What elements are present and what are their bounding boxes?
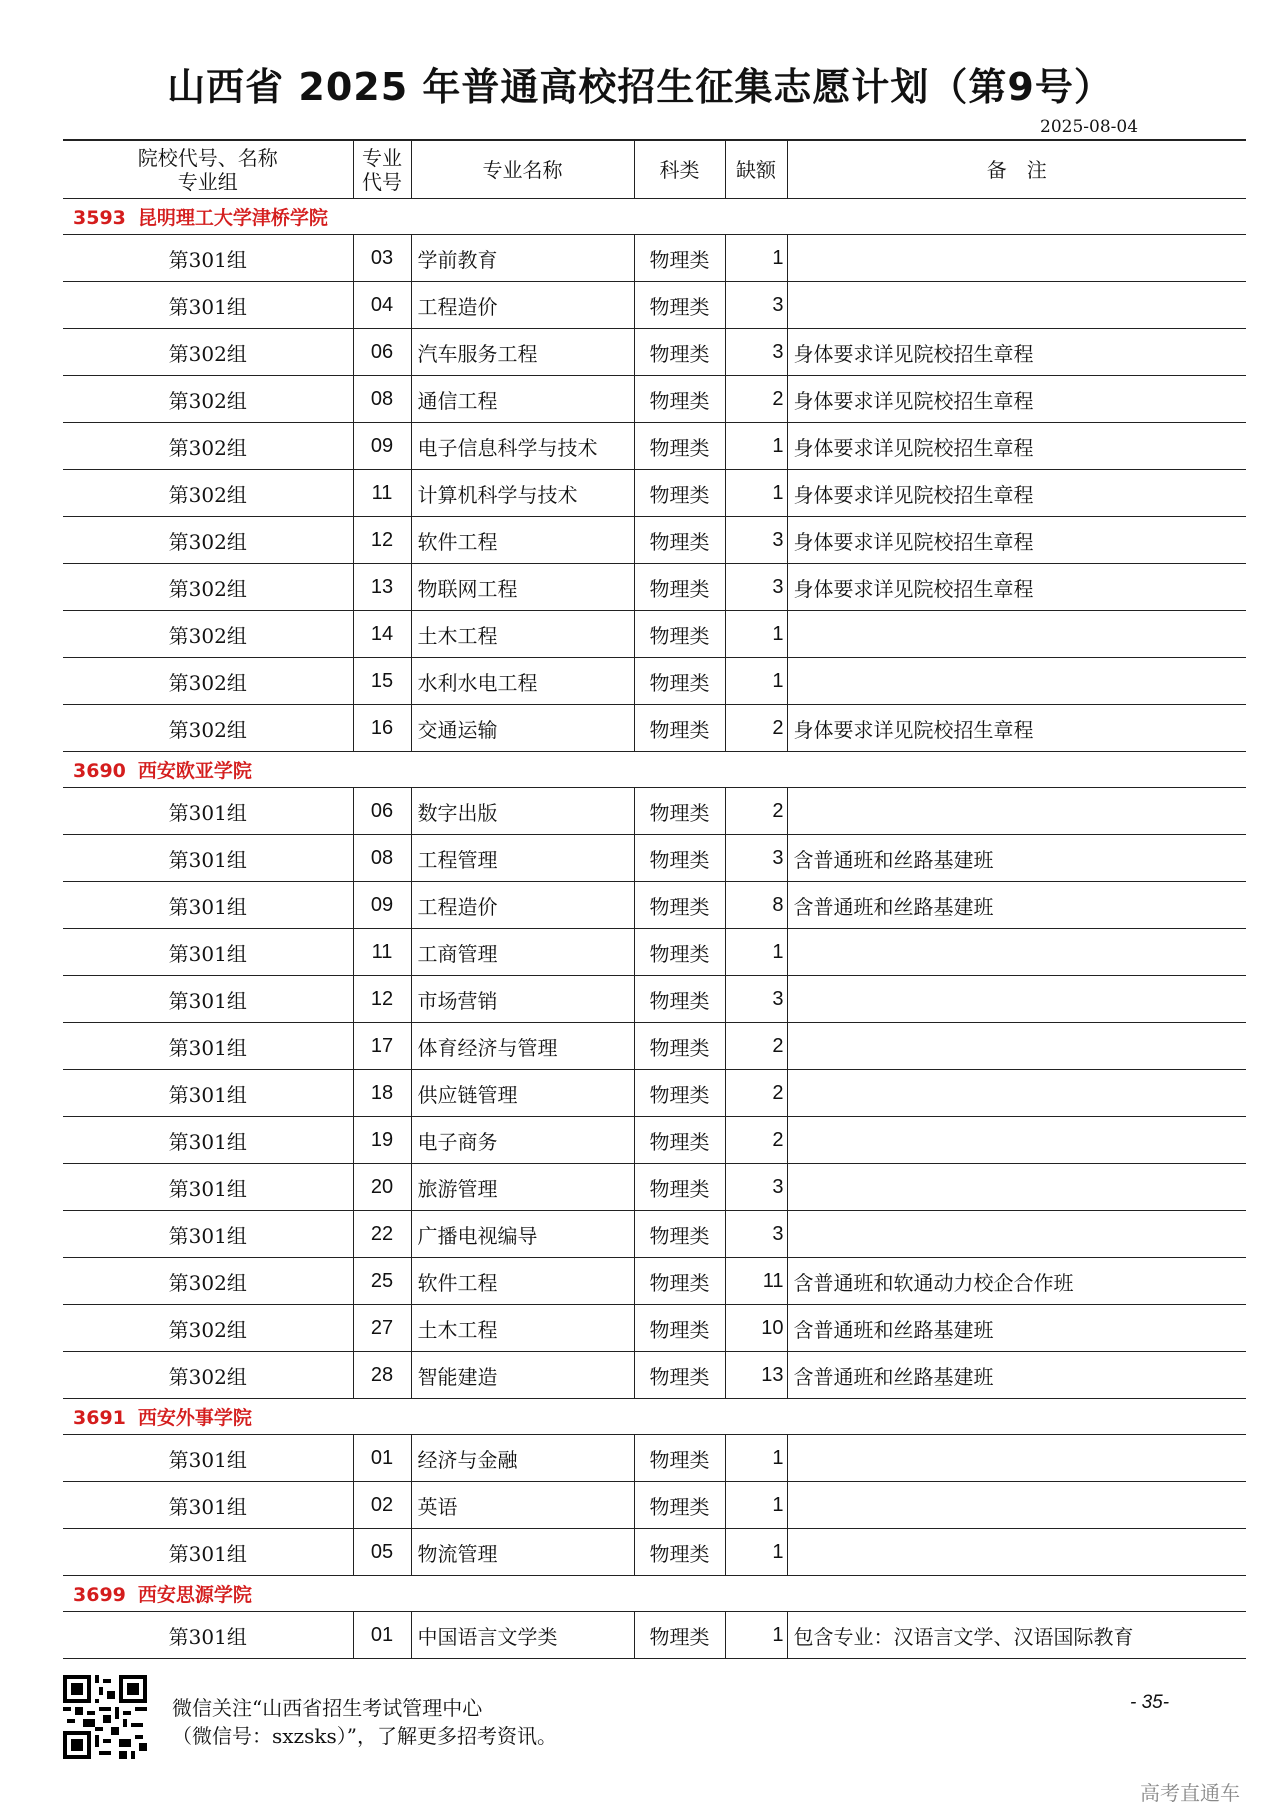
note-cell bbox=[787, 282, 1246, 329]
group-cell: 第301组 bbox=[63, 1023, 353, 1070]
major-name-cell: 体育经济与管理 bbox=[411, 1023, 634, 1070]
table-row bbox=[63, 1612, 1246, 1659]
vacancy-cell: 3 bbox=[725, 329, 787, 376]
table-row bbox=[63, 929, 1246, 976]
table-header-row bbox=[63, 140, 1246, 199]
table-row bbox=[63, 1352, 1246, 1399]
vacancy-cell: 3 bbox=[725, 976, 787, 1023]
table-row bbox=[63, 1211, 1246, 1258]
vacancy-cell: 1 bbox=[725, 470, 787, 517]
category-cell: 物理类 bbox=[634, 564, 725, 611]
table-row bbox=[63, 611, 1246, 658]
table-row bbox=[63, 658, 1246, 705]
major-name-cell: 土木工程 bbox=[411, 1305, 634, 1352]
major-name-cell: 工商管理 bbox=[411, 929, 634, 976]
school-name: 西安思源学院 bbox=[137, 1584, 252, 1606]
note-cell: 身体要求详见院校招生章程 bbox=[787, 329, 1246, 376]
category-cell: 物理类 bbox=[634, 423, 725, 470]
major-name-cell: 计算机科学与技术 bbox=[411, 470, 634, 517]
vacancy-cell: 1 bbox=[725, 1435, 787, 1482]
school-name: 西安外事学院 bbox=[137, 1407, 252, 1429]
group-cell: 第302组 bbox=[63, 564, 353, 611]
table-row bbox=[63, 1070, 1246, 1117]
group-cell: 第301组 bbox=[63, 282, 353, 329]
major-code-cell: 09 bbox=[353, 423, 411, 470]
vacancy-cell: 3 bbox=[725, 517, 787, 564]
major-code-cell: 25 bbox=[353, 1258, 411, 1305]
category-cell: 物理类 bbox=[634, 470, 725, 517]
major-name-cell: 英语 bbox=[411, 1482, 634, 1529]
major-name-cell: 物流管理 bbox=[411, 1529, 634, 1576]
table-row bbox=[63, 1164, 1246, 1211]
recruitment-plan-table bbox=[63, 139, 1246, 1659]
category-cell: 物理类 bbox=[634, 1529, 725, 1576]
table-body bbox=[63, 199, 1246, 1659]
major-code-cell: 08 bbox=[353, 835, 411, 882]
group-cell: 第302组 bbox=[63, 705, 353, 752]
major-code-cell: 02 bbox=[353, 1482, 411, 1529]
group-cell: 第301组 bbox=[63, 976, 353, 1023]
category-cell: 物理类 bbox=[634, 376, 725, 423]
header-category: 科类 bbox=[634, 140, 725, 199]
group-cell: 第301组 bbox=[63, 1070, 353, 1117]
category-cell: 物理类 bbox=[634, 329, 725, 376]
note-cell bbox=[787, 929, 1246, 976]
table-row bbox=[63, 1482, 1246, 1529]
note-cell: 含普通班和软通动力校企合作班 bbox=[787, 1258, 1246, 1305]
page-title: 山西省 2025 年普通高校招生征集志愿计划（第9号） bbox=[167, 65, 1113, 109]
group-cell: 第301组 bbox=[63, 1117, 353, 1164]
note-cell bbox=[787, 1070, 1246, 1117]
major-code-cell: 20 bbox=[353, 1164, 411, 1211]
major-code-cell: 12 bbox=[353, 517, 411, 564]
major-code-cell: 01 bbox=[353, 1612, 411, 1659]
school-code: 3690 bbox=[73, 760, 126, 782]
vacancy-cell: 1 bbox=[725, 929, 787, 976]
major-code-cell: 27 bbox=[353, 1305, 411, 1352]
vacancy-cell: 13 bbox=[725, 1352, 787, 1399]
vacancy-cell: 2 bbox=[725, 705, 787, 752]
vacancy-cell: 3 bbox=[725, 564, 787, 611]
note-cell bbox=[787, 235, 1246, 282]
group-cell: 第301组 bbox=[63, 882, 353, 929]
school-code: 3593 bbox=[73, 207, 126, 229]
table-row bbox=[63, 564, 1246, 611]
footer bbox=[0, 1675, 1280, 1785]
watermark: 高考直通车 bbox=[1140, 1781, 1240, 1805]
note-cell: 身体要求详见院校招生章程 bbox=[787, 564, 1246, 611]
vacancy-cell: 2 bbox=[725, 1023, 787, 1070]
major-name-cell: 智能建造 bbox=[411, 1352, 634, 1399]
category-cell: 物理类 bbox=[634, 1352, 725, 1399]
major-name-cell: 电子商务 bbox=[411, 1117, 634, 1164]
category-cell: 物理类 bbox=[634, 611, 725, 658]
group-cell: 第302组 bbox=[63, 611, 353, 658]
note-cell bbox=[787, 1435, 1246, 1482]
major-name-cell: 电子信息科学与技术 bbox=[411, 423, 634, 470]
category-cell: 物理类 bbox=[634, 235, 725, 282]
header-vacancy: 缺额 bbox=[725, 140, 787, 199]
major-name-cell: 中国语言文学类 bbox=[411, 1612, 634, 1659]
major-code-cell: 15 bbox=[353, 658, 411, 705]
table-row bbox=[63, 976, 1246, 1023]
header-note: 备 注 bbox=[787, 140, 1246, 199]
major-code-cell: 28 bbox=[353, 1352, 411, 1399]
note-cell bbox=[787, 611, 1246, 658]
category-cell: 物理类 bbox=[634, 1211, 725, 1258]
major-code-cell: 09 bbox=[353, 882, 411, 929]
table-row bbox=[63, 1305, 1246, 1352]
header-school-group: 院校代号、名称 专业组 bbox=[63, 140, 353, 199]
category-cell: 物理类 bbox=[634, 788, 725, 835]
vacancy-cell: 8 bbox=[725, 882, 787, 929]
major-name-cell: 经济与金融 bbox=[411, 1435, 634, 1482]
vacancy-cell: 1 bbox=[725, 235, 787, 282]
note-cell: 身体要求详见院校招生章程 bbox=[787, 376, 1246, 423]
category-cell: 物理类 bbox=[634, 658, 725, 705]
category-cell: 物理类 bbox=[634, 1070, 725, 1117]
major-name-cell: 学前教育 bbox=[411, 235, 634, 282]
major-code-cell: 12 bbox=[353, 976, 411, 1023]
group-cell: 第301组 bbox=[63, 835, 353, 882]
school-header-row bbox=[63, 1576, 1246, 1612]
major-code-cell: 03 bbox=[353, 235, 411, 282]
note-cell bbox=[787, 1529, 1246, 1576]
category-cell: 物理类 bbox=[634, 1482, 725, 1529]
table-row bbox=[63, 423, 1246, 470]
table-row bbox=[63, 788, 1246, 835]
major-name-cell: 水利水电工程 bbox=[411, 658, 634, 705]
major-name-cell: 市场营销 bbox=[411, 976, 634, 1023]
vacancy-cell: 1 bbox=[725, 658, 787, 705]
school-code: 3691 bbox=[73, 1407, 126, 1429]
wechat-follow-line1: 微信关注“山西省招生考试管理中心 bbox=[172, 1696, 483, 1720]
vacancy-cell: 10 bbox=[725, 1305, 787, 1352]
category-cell: 物理类 bbox=[634, 929, 725, 976]
group-cell: 第301组 bbox=[63, 1612, 353, 1659]
group-cell: 第302组 bbox=[63, 1305, 353, 1352]
group-cell: 第302组 bbox=[63, 423, 353, 470]
category-cell: 物理类 bbox=[634, 282, 725, 329]
table-row bbox=[63, 835, 1246, 882]
table-row bbox=[63, 1435, 1246, 1482]
major-code-cell: 11 bbox=[353, 470, 411, 517]
major-name-cell: 物联网工程 bbox=[411, 564, 634, 611]
major-code-cell: 04 bbox=[353, 282, 411, 329]
group-cell: 第302组 bbox=[63, 329, 353, 376]
table-row bbox=[63, 470, 1246, 517]
group-cell: 第302组 bbox=[63, 517, 353, 564]
note-cell: 含普通班和丝路基建班 bbox=[787, 835, 1246, 882]
school-header-row bbox=[63, 752, 1246, 788]
major-code-cell: 22 bbox=[353, 1211, 411, 1258]
major-name-cell: 数字出版 bbox=[411, 788, 634, 835]
vacancy-cell: 2 bbox=[725, 788, 787, 835]
school-name: 昆明理工大学津桥学院 bbox=[137, 207, 328, 229]
note-cell: 身体要求详见院校招生章程 bbox=[787, 423, 1246, 470]
group-cell: 第301组 bbox=[63, 788, 353, 835]
major-name-cell: 交通运输 bbox=[411, 705, 634, 752]
major-code-cell: 01 bbox=[353, 1435, 411, 1482]
major-name-cell: 广播电视编导 bbox=[411, 1211, 634, 1258]
note-cell: 含普通班和丝路基建班 bbox=[787, 882, 1246, 929]
group-cell: 第302组 bbox=[63, 1352, 353, 1399]
category-cell: 物理类 bbox=[634, 1117, 725, 1164]
vacancy-cell: 3 bbox=[725, 835, 787, 882]
major-code-cell: 16 bbox=[353, 705, 411, 752]
major-name-cell: 工程管理 bbox=[411, 835, 634, 882]
note-cell: 含普通班和丝路基建班 bbox=[787, 1352, 1246, 1399]
major-name-cell: 软件工程 bbox=[411, 1258, 634, 1305]
major-code-cell: 13 bbox=[353, 564, 411, 611]
group-cell: 第301组 bbox=[63, 1164, 353, 1211]
major-code-cell: 14 bbox=[353, 611, 411, 658]
table-row bbox=[63, 705, 1246, 752]
note-cell: 包含专业：汉语言文学、汉语国际教育 bbox=[787, 1612, 1246, 1659]
vacancy-cell: 2 bbox=[725, 1070, 787, 1117]
category-cell: 物理类 bbox=[634, 1612, 725, 1659]
vacancy-cell: 1 bbox=[725, 423, 787, 470]
note-cell bbox=[787, 1117, 1246, 1164]
major-name-cell: 通信工程 bbox=[411, 376, 634, 423]
note-cell: 含普通班和丝路基建班 bbox=[787, 1305, 1246, 1352]
header-major-code: 专业 代号 bbox=[353, 140, 411, 199]
major-name-cell: 土木工程 bbox=[411, 611, 634, 658]
major-code-cell: 05 bbox=[353, 1529, 411, 1576]
major-code-cell: 06 bbox=[353, 329, 411, 376]
category-cell: 物理类 bbox=[634, 882, 725, 929]
header-major-name: 专业名称 bbox=[411, 140, 634, 199]
vacancy-cell: 3 bbox=[725, 1164, 787, 1211]
major-name-cell: 工程造价 bbox=[411, 282, 634, 329]
table-row bbox=[63, 882, 1246, 929]
table-row bbox=[63, 282, 1246, 329]
major-code-cell: 18 bbox=[353, 1070, 411, 1117]
group-cell: 第301组 bbox=[63, 1435, 353, 1482]
vacancy-cell: 1 bbox=[725, 611, 787, 658]
qr-code-icon bbox=[63, 1675, 147, 1759]
school-header-row bbox=[63, 1399, 1246, 1435]
table-row bbox=[63, 235, 1246, 282]
table-row bbox=[63, 1117, 1246, 1164]
major-code-cell: 19 bbox=[353, 1117, 411, 1164]
vacancy-cell: 11 bbox=[725, 1258, 787, 1305]
major-code-cell: 11 bbox=[353, 929, 411, 976]
note-cell: 身体要求详见院校招生章程 bbox=[787, 517, 1246, 564]
note-cell: 身体要求详见院校招生章程 bbox=[787, 470, 1246, 517]
vacancy-cell: 3 bbox=[725, 1211, 787, 1258]
major-name-cell: 工程造价 bbox=[411, 882, 634, 929]
note-cell bbox=[787, 1164, 1246, 1211]
vacancy-cell: 3 bbox=[725, 282, 787, 329]
category-cell: 物理类 bbox=[634, 1164, 725, 1211]
group-cell: 第301组 bbox=[63, 1482, 353, 1529]
vacancy-cell: 1 bbox=[725, 1529, 787, 1576]
table-row bbox=[63, 376, 1246, 423]
table-row bbox=[63, 329, 1246, 376]
wechat-follow-line2: （微信号：sxzsks）”，了解更多招考资讯。 bbox=[172, 1724, 557, 1748]
school-code: 3699 bbox=[73, 1584, 126, 1606]
school-name: 西安欧亚学院 bbox=[137, 760, 252, 782]
group-cell: 第302组 bbox=[63, 1258, 353, 1305]
vacancy-cell: 2 bbox=[725, 1117, 787, 1164]
note-cell bbox=[787, 1482, 1246, 1529]
group-cell: 第302组 bbox=[63, 470, 353, 517]
category-cell: 物理类 bbox=[634, 1023, 725, 1070]
group-cell: 第302组 bbox=[63, 376, 353, 423]
category-cell: 物理类 bbox=[634, 976, 725, 1023]
school-header-row bbox=[63, 199, 1246, 235]
note-cell bbox=[787, 976, 1246, 1023]
vacancy-cell: 1 bbox=[725, 1612, 787, 1659]
group-cell: 第301组 bbox=[63, 1211, 353, 1258]
vacancy-cell: 2 bbox=[725, 376, 787, 423]
note-cell bbox=[787, 658, 1246, 705]
table-row bbox=[63, 1023, 1246, 1070]
category-cell: 物理类 bbox=[634, 517, 725, 564]
category-cell: 物理类 bbox=[634, 1305, 725, 1352]
group-cell: 第302组 bbox=[63, 658, 353, 705]
vacancy-cell: 1 bbox=[725, 1482, 787, 1529]
major-code-cell: 08 bbox=[353, 376, 411, 423]
page-number: - 35- bbox=[1130, 1692, 1170, 1713]
category-cell: 物理类 bbox=[634, 1258, 725, 1305]
major-code-cell: 17 bbox=[353, 1023, 411, 1070]
major-name-cell: 汽车服务工程 bbox=[411, 329, 634, 376]
major-code-cell: 06 bbox=[353, 788, 411, 835]
category-cell: 物理类 bbox=[634, 705, 725, 752]
major-name-cell: 旅游管理 bbox=[411, 1164, 634, 1211]
category-cell: 物理类 bbox=[634, 1435, 725, 1482]
group-cell: 第301组 bbox=[63, 929, 353, 976]
note-cell bbox=[787, 788, 1246, 835]
category-cell: 物理类 bbox=[634, 835, 725, 882]
major-name-cell: 软件工程 bbox=[411, 517, 634, 564]
major-name-cell: 供应链管理 bbox=[411, 1070, 634, 1117]
table-row bbox=[63, 517, 1246, 564]
note-cell bbox=[787, 1211, 1246, 1258]
group-cell: 第301组 bbox=[63, 235, 353, 282]
note-cell: 身体要求详见院校招生章程 bbox=[787, 705, 1246, 752]
table-row bbox=[63, 1529, 1246, 1576]
publish-date: 2025-08-04 bbox=[1040, 117, 1139, 137]
table-row bbox=[63, 1258, 1246, 1305]
note-cell bbox=[787, 1023, 1246, 1070]
group-cell: 第301组 bbox=[63, 1529, 353, 1576]
